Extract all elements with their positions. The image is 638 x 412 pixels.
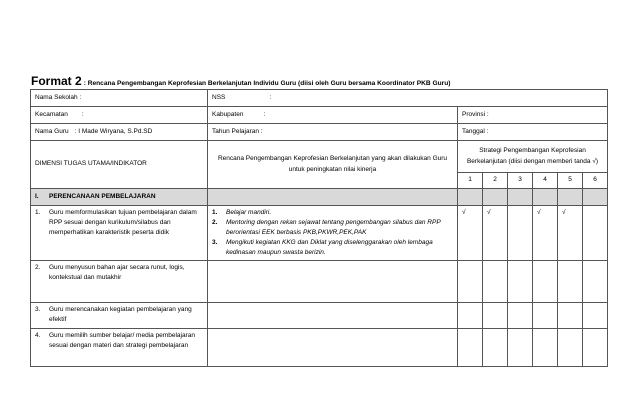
indicator-row (31, 206, 608, 261)
check-mark (458, 261, 483, 303)
check-mark (558, 261, 583, 303)
tanggal-label: Tanggal : (462, 127, 489, 135)
section-empty-cell (483, 189, 508, 206)
check-mark (533, 329, 558, 367)
indicator-number: 3. (35, 306, 41, 314)
dimensi-header-label: DIMENSI TUGAS UTAMA/INDIKATOR (35, 160, 147, 168)
check-mark (458, 303, 483, 329)
indicator-number: 2. (35, 264, 41, 272)
nama-guru-cell (31, 124, 208, 141)
section-empty-cell (508, 189, 533, 206)
pkb-plan-table (30, 89, 608, 367)
section-empty-cell (208, 189, 458, 206)
check-mark (508, 261, 533, 303)
check-mark: √ (533, 206, 558, 261)
format-label: Format 2 (31, 74, 82, 88)
strategi-header (458, 141, 608, 173)
format-title (31, 74, 450, 88)
check-mark (458, 329, 483, 367)
check-mark: √ (558, 206, 583, 261)
tahun-pelajaran-cell (208, 124, 458, 141)
section-number: I. (35, 192, 39, 200)
plan-cell (208, 303, 458, 329)
indicator-row (31, 261, 608, 303)
indicator-cell (31, 261, 208, 303)
strategi-number: 4 (533, 173, 558, 189)
section-empty-cell (583, 189, 608, 206)
strategi-header-label: Strategi Pengembangan Keprofesian Berkelanjutan (diisi dengan memberi tanda √) (466, 147, 599, 165)
tahun-pelajaran-label: Tahun Pelajaran : (212, 127, 263, 135)
section-title-cell (31, 189, 208, 206)
region-row (31, 107, 608, 124)
plan-list (212, 208, 453, 258)
indicator-row (31, 329, 608, 367)
strategi-number: 3 (508, 173, 533, 189)
nss-cell (208, 90, 608, 107)
plan-item: 1. Belajar mandiri. (212, 208, 453, 218)
nss-colon: : (269, 93, 272, 101)
check-mark (558, 303, 583, 329)
teacher-row (31, 124, 608, 141)
check-mark (483, 261, 508, 303)
nama-sekolah-label: Nama Sekolah : (35, 93, 82, 101)
strategi-number: 5 (558, 173, 583, 189)
provinsi-cell (458, 107, 608, 124)
section-row (31, 189, 608, 206)
nss-label: NSS (212, 93, 226, 101)
kecamatan-label: Kecamatan (35, 110, 68, 118)
plan-item-text: Belajar mandiri. (226, 209, 272, 216)
check-mark (483, 303, 508, 329)
plan-cell (208, 261, 458, 303)
section-empty-cell (458, 189, 483, 206)
plan-item-text: Mengikuti kegiatan KKG dan Diklat yang diselenggarakan oleh lembaga kedinasan maupun swasta berizin. (226, 239, 433, 257)
nama-guru-value: : I Made Wiryana, S.Pd.SD (74, 127, 153, 135)
kecamatan-colon: : (81, 110, 84, 118)
check-mark: √ (483, 206, 508, 261)
strategi-number: 1 (458, 173, 483, 189)
check-mark (583, 303, 608, 329)
check-mark (583, 206, 608, 261)
rencana-header-label: Rencana Pengembangan Keprofesian Berkelanjutan yang akan dilakukan Guru untuk peningkatan nilai kinerja (217, 155, 448, 173)
plan-item: 2. Mentoring dengan rekan sejawat tentang pengembangan silabus dan RPP berorientasi EEK berbasis PKB,PKWR,PEK,PAK (212, 218, 453, 238)
rencana-header (208, 141, 458, 189)
dimensi-header (31, 141, 208, 189)
indicator-row (31, 303, 608, 329)
school-row (31, 90, 608, 107)
kabupaten-label: Kabupaten (212, 110, 244, 118)
kabupaten-colon: : (263, 110, 266, 118)
indicator-text: Guru memilih sumber belajar/ media pembelajaran sesuai dengan materi dan strategi pembelajaran (49, 332, 195, 350)
kabupaten-cell (208, 107, 458, 124)
check-mark (483, 329, 508, 367)
indicator-cell (31, 206, 208, 261)
kecamatan-cell (31, 107, 208, 124)
plan-item-text: Mentoring dengan rekan sejawat tentang pengembangan silabus dan RPP berorientasi EEK berbasis PKB,PKWR,PEK,PAK (226, 219, 441, 237)
check-mark (508, 303, 533, 329)
check-mark (558, 329, 583, 367)
tanggal-cell (458, 124, 608, 141)
section-empty-cell (558, 189, 583, 206)
check-mark (508, 206, 533, 261)
strategi-number: 6 (583, 173, 608, 189)
plan-cell (208, 206, 458, 261)
indicator-text: Guru memformulasikan tujuan pembelajaran dalam RPP sesuai dengan kurikulum/silabus dan memperhatikan karakteristik peserta didik (49, 209, 197, 237)
check-mark (583, 329, 608, 367)
check-mark: √ (458, 206, 483, 261)
indicator-cell (31, 329, 208, 367)
nama-sekolah-cell (31, 90, 208, 107)
indicator-cell (31, 303, 208, 329)
section-empty-cell (533, 189, 558, 206)
plan-item: 3. Mengikuti kegiatan KKG dan Diklat yang diselenggarakan oleh lembaga kedinasan maupun swasta berizin. (212, 238, 453, 258)
strategi-number: 2 (483, 173, 508, 189)
indicator-text: Guru merencanakan kegiatan pembelajaran yang efektif (49, 306, 192, 324)
provinsi-label: Provinsi : (462, 110, 489, 118)
check-mark (583, 261, 608, 303)
check-mark (508, 329, 533, 367)
nama-guru-label: Nama Guru (35, 127, 69, 135)
indicator-number: 4. (35, 332, 41, 340)
column-header-row (31, 141, 608, 173)
indicator-number: 1. (35, 209, 41, 216)
format-subtitle: : Rencana Pengembangan Keprofesian Berkelanjutan Individu Guru (diisi oleh Guru bersama Koordinator PKB Guru) (83, 80, 451, 87)
indicator-text: Guru menyusun bahan ajar secara runut, logis, kontekstual dan mutakhir (49, 264, 185, 282)
plan-cell (208, 329, 458, 367)
check-mark (533, 261, 558, 303)
section-title: PERENCANAAN PEMBELAJARAN (49, 192, 156, 200)
check-mark (533, 303, 558, 329)
